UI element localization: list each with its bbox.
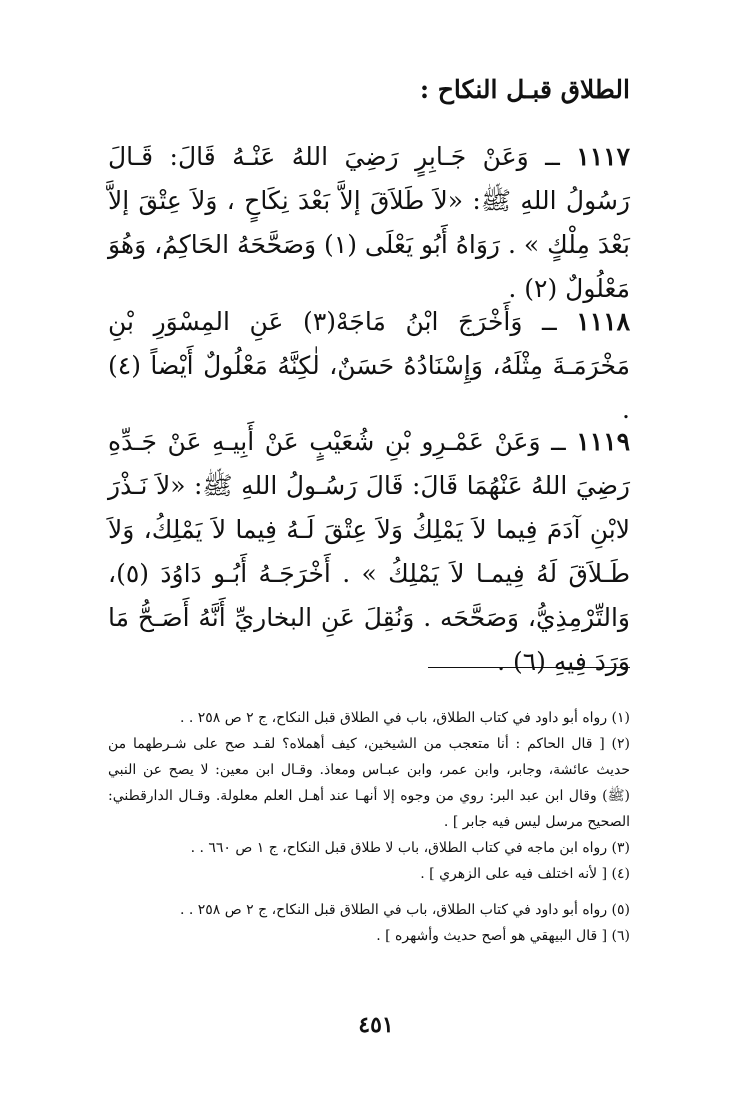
footnote-separator: [428, 667, 630, 668]
footnotes: [108, 705, 630, 949]
hadith-text: ــ وَعَنْ جَـابِرٍ رَضِيَ اللهُ عَنْـهُ قَالَ: قَـالَ رَسُولُ اللهِ ﷺ: «لاَ طَلاَقَ إلاَّ بَعْدَ نِكَاحٍ ، وَلاَ عِتْقَ إلاَّ بَعْدَ مِلْكٍ » . رَوَاهُ أَبُو يَعْلَى (١) وَصَحَّحَهُ الحَاكِمُ، وَهُوَ مَعْلُولٌ (٢) .: [108, 142, 630, 303]
footnote-6: (٦) [ قال البيهقي هو أصح حديث وأشهره ] .: [376, 928, 630, 944]
footnote-5: (٥) رواه أبو داود في كتاب الطلاق، باب في الطلاق قبل النكاح، ج ٢ ص ٢٥٨ . .: [179, 902, 630, 918]
footnote-3: (٣) رواه ابن ماجه في كتاب الطلاق، باب لا طلاق قبل النكاح، ج ١ ص ٦٦٠ . .: [190, 840, 630, 856]
hadith-1117: [108, 135, 630, 311]
hadith-text: ــ وَأَخْرَجَ ابْنُ مَاجَهْ(٣) عَنِ المِسْوَرِ بْنِ مَخْرَمَـةَ مِثْلَهُ، وَإِسْنَادُهُ حَسَنٌ، لٰكِنَّهُ مَعْلُولٌ أَيْضاً (٤) .: [108, 307, 630, 424]
hadith-number: ١١١٨: [576, 307, 630, 336]
hadith-1119: [108, 420, 630, 684]
hadith-number: ١١١٧: [576, 142, 630, 171]
section-heading: الطلاق قبـل النكاح :: [419, 75, 630, 104]
footnote-gap: [108, 887, 630, 897]
footnote-4: (٤) [ لأنه اختلف فيه على الزهري ] .: [420, 866, 630, 882]
hadith-number: ١١١٩: [576, 427, 630, 456]
footnote-2: (٢) [ قال الحاكم : أنا متعجب من الشيخين، كيف أهملاه؟ لقـد صح على شـرطهما من حديث عائشة، وجابر، وابن عمر، وابن عبـاس ومعاذ. وقـال ابن معين: لا يصح عن النبي (ﷺ) وقال ابن عبد البر: روي من وجوه إلا أنهـا عند أهـل العلم معلولة. وقـال الدارقطني: الصحيح مرسل ليس فيه جابر ] .: [108, 736, 630, 830]
hadith-text: ــ وَعَنْ عَمْـرِو بْنِ شُعَيْبٍ عَنْ أَبِيـهِ عَنْ جَـدِّهِ رَضِيَ اللهُ عَنْهُمَا قَالَ: قَالَ رَسُـولُ اللهِ ﷺ: «لاَ نَـذْرَ لابْنِ آدَمَ فِيما لاَ يَمْلِكُ وَلاَ عِتْقَ لَـهُ فِيما لاَ يَمْلِكُ، وَلاَ طَـلاَقَ لَهُ فِيمـا لاَ يَمْلِكُ » . أَخْرَجَـهُ أَبُـو دَاوُدَ (٥)، وَالتِّرْمِذِيُّ، وَصَحَّحَه . وَنُقِلَ عَنِ البخاريِّ أَنَّهُ أَصَـحُّ مَا وَرَدَ فِيهِ (٦) .: [108, 427, 630, 676]
page-number: ٤٥١: [358, 1012, 394, 1038]
footnote-1: (١) رواه أبو داود في كتاب الطلاق، باب في الطلاق قبل النكاح، ج ٢ ص ٢٥٨ . .: [179, 710, 630, 726]
hadith-1118: [108, 300, 630, 432]
